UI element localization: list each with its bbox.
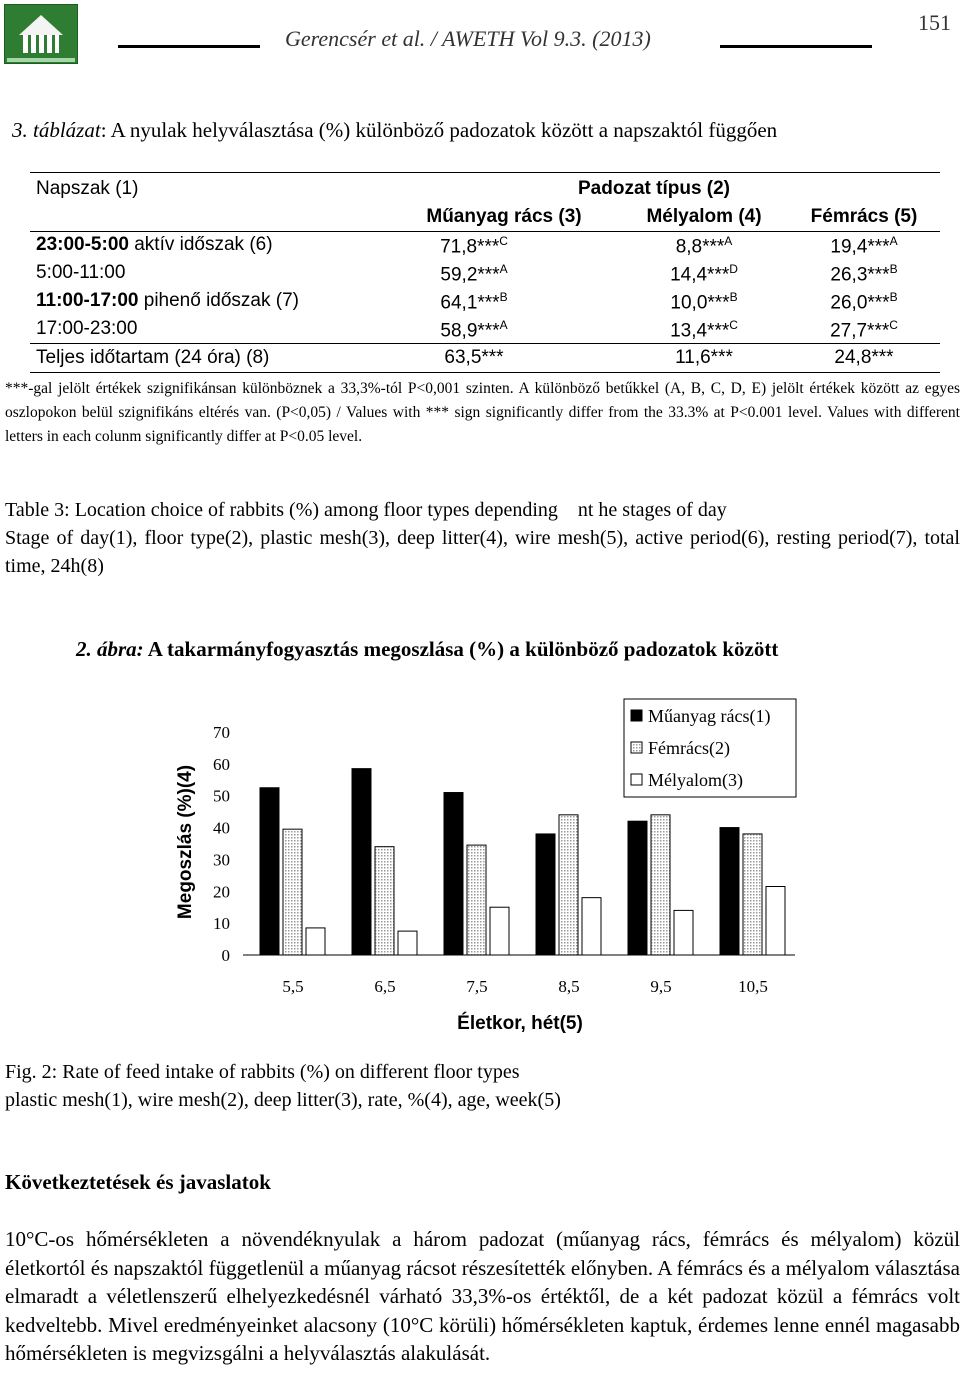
total-label: Teljes időtartam (24 óra) (8) (36, 347, 270, 368)
bar-deep-litter-1 (398, 931, 417, 955)
table-row-stage (36, 290, 299, 312)
cell-number: 10,0*** (670, 292, 730, 314)
col-stage-header: Napszak (1) (36, 178, 139, 199)
cell-significance-letter: C (499, 234, 508, 248)
stage-label: aktív időszak (6) (128, 234, 273, 255)
table-title (12, 118, 777, 143)
y-tick-label: 0 (221, 946, 230, 965)
table-cell-value (384, 318, 564, 342)
bar-wire-mesh-1 (375, 847, 394, 955)
stage-time: 5:00-11:00 (36, 262, 126, 283)
table-row-stage (36, 262, 125, 284)
bar-wire-mesh-2 (467, 845, 486, 955)
bar-plastic-mesh-5 (720, 828, 739, 955)
table-title-text: : A nyulak helyválasztása (%) különböző padozatok között a napszaktól függően (100, 118, 778, 142)
total-plastic: 63,5*** (444, 347, 504, 368)
cell-number: 71,8*** (440, 236, 500, 258)
cell-number: 19,4*** (830, 236, 890, 258)
bar-deep-litter-5 (766, 887, 785, 955)
cell-number: 27,7*** (830, 320, 890, 342)
figure-title (76, 637, 778, 662)
table-title-label: 3. táblázat (12, 118, 101, 142)
cell-significance-letter: D (729, 262, 738, 276)
x-tick-label: 8,5 (558, 977, 580, 996)
legend-swatch-plastic (631, 710, 642, 721)
conclusions-heading: Következtetések és javaslatok (5, 1170, 271, 1194)
y-tick-label: 50 (213, 786, 230, 806)
y-tick-label: 30 (213, 850, 230, 870)
table-cell-value (384, 290, 564, 314)
table-bottom-rule (30, 372, 940, 373)
table-cell-value (774, 234, 954, 258)
table-en-caption: Table 3: Location choice of rabbits (%) among floor types depending nt he stages of day (5, 499, 727, 521)
cell-significance-letter: A (499, 262, 508, 276)
header-rule-right (720, 45, 872, 48)
cell-significance-letter: B (499, 290, 508, 304)
y-tick-label: 10 (213, 914, 230, 934)
table-top-rule (30, 172, 940, 173)
journal-citation: Gerencsér et al. / AWETH Vol 9.3. (2013) (285, 26, 651, 51)
cell-significance-letter: B (729, 290, 738, 304)
legend-label-wire: Fémrács(2) (648, 738, 730, 758)
legend-label-plastic: Műanyag rács(1) (648, 706, 771, 726)
cell-significance-letter: C (889, 318, 898, 332)
x-tick-label: 9,5 (650, 977, 672, 996)
cell-significance-letter: C (729, 318, 738, 332)
header-rule-left (118, 45, 260, 48)
bar-deep-litter-4 (674, 910, 693, 955)
y-tick-label: 60 (213, 754, 230, 774)
bar-plastic-mesh-3 (536, 834, 555, 955)
x-axis-ticks (282, 977, 768, 996)
x-tick-label: 5,5 (282, 977, 304, 996)
y-axis-ticks (213, 723, 230, 965)
table-cell-value (614, 262, 794, 286)
figure-legend-caption: plastic mesh(1), wire mesh(2), deep litter(3), rate, %(4), age, week(5) (5, 1089, 561, 1111)
table-cell-value (774, 262, 954, 286)
cell-number: 26,3*** (830, 264, 890, 286)
bar-wire-mesh-5 (743, 834, 762, 955)
table-footnote: ***-gal jelölt értékek szignifikánsan különböznek a 33,3%-tól P<0,001 szinten. A különböző betűkkel (A, B, C, D, E) jelölt értékek között az egyes oszlopokon belül szignifikáns eltérés van. (P<0,05) / Values with *** sign significantly differ from the 33.3% at P<0.001 level. Values with different letters in each colunm significantly differ at P<0.05 level. (5, 380, 960, 445)
y-tick-label: 70 (213, 723, 230, 742)
cell-number: 13,4*** (670, 320, 730, 342)
legend-swatch-wire (631, 742, 642, 753)
cell-significance-letter: B (889, 262, 898, 276)
bar-deep-litter-0 (306, 928, 325, 955)
y-tick-label: 20 (213, 882, 230, 902)
conclusions-text: 10°C-os hőmérsékleten a növendéknyulak a három padozat (műanyag rács, fémrács és mélyalom) közül életkortól és napszaktól függetlenül a műanyag rácsot részesítették előnyben. A fémrács és a mélyalom választása elmaradt a véletlenszerű elhelyezkedésnél várható 33,3%-os értéktől, de a két padozat közül a fémrács volt kedveltebb. Mivel eredményeinket alacsony (10°C körüli) hőmérsékleten kaptuk, érdemes lenne ennél magasabb hőmérsékleten is megvizsgálni a helyválasztás alakulását. (5, 1227, 960, 1365)
table-row-stage (36, 234, 273, 256)
stage-label: pihenő időszak (7) (138, 290, 300, 311)
cell-significance-letter: A (499, 318, 508, 332)
table-total-rule (30, 343, 940, 344)
cell-significance-letter: A (724, 234, 733, 248)
page-number: 151 (918, 10, 951, 35)
bar-plastic-mesh-0 (260, 788, 279, 955)
bar-wire-mesh-4 (651, 815, 670, 955)
col-group-header: Padozat típus (2) (578, 178, 731, 199)
cell-significance-letter: B (889, 290, 898, 304)
legend-swatch-deep-litter (631, 774, 642, 785)
figure-caption: Fig. 2: Rate of feed intake of rabbits (%) on different floor types (5, 1061, 520, 1083)
legend-label-deep-litter: Mélyalom(3) (648, 770, 743, 790)
x-tick-label: 6,5 (374, 977, 396, 996)
table-header-rule (30, 231, 940, 232)
cell-number: 59,2*** (440, 264, 500, 286)
bar-wire-mesh-0 (283, 829, 302, 955)
cell-number: 26,0*** (830, 292, 890, 314)
figure-title-label: 2. ábra: (76, 637, 144, 661)
x-tick-label: 7,5 (466, 977, 488, 996)
cell-significance-letter: A (889, 234, 898, 248)
table-cell-value (614, 234, 794, 258)
figure-title-text: A takarmányfogyasztás megoszlása (%) a különböző padozatok között (143, 637, 779, 661)
stage-time: 11:00-17:00 (36, 290, 139, 311)
y-tick-label: 40 (213, 818, 230, 838)
table-cell-value (614, 318, 794, 342)
table-cell-value (774, 290, 954, 314)
feed-intake-bar-chart (150, 690, 820, 1040)
total-deep-litter: 11,6*** (675, 347, 733, 368)
cell-number: 8,8*** (675, 236, 725, 258)
bar-deep-litter-3 (582, 898, 601, 955)
bar-deep-litter-2 (490, 907, 509, 955)
chart-legend (624, 699, 796, 797)
col-header-plastic: Műanyag rács (3) (426, 206, 582, 227)
bar-plastic-mesh-2 (444, 793, 463, 955)
aweth-logo-icon (4, 4, 78, 64)
x-axis-label: Életkor, hét(5) (457, 1013, 583, 1034)
table-cell-value (614, 290, 794, 314)
x-tick-label: 10,5 (738, 977, 768, 996)
total-wire-mesh: 24,8*** (834, 347, 894, 368)
table-cell-value (774, 318, 954, 342)
col-header-wire-mesh: Fémrács (5) (810, 206, 918, 227)
stage-time: 17:00-23:00 (36, 318, 138, 339)
cell-number: 58,9*** (440, 320, 500, 342)
bar-plastic-mesh-4 (628, 821, 647, 955)
table-cell-value (384, 262, 564, 286)
y-axis-label: Megoszlás (%)(4) (175, 764, 196, 920)
table-row-stage (36, 318, 137, 340)
cell-number: 14,4*** (670, 264, 730, 286)
bar-wire-mesh-3 (559, 815, 578, 955)
stage-time: 23:00-5:00 (36, 234, 129, 255)
table-en-legend: Stage of day(1), floor type(2), plastic mesh(3), deep litter(4), wire mesh(5), active period(6), resting period(7), total time, 24h(8) (5, 527, 960, 577)
bar-plastic-mesh-1 (352, 769, 371, 955)
table-cell-value (384, 234, 564, 258)
cell-number: 64,1*** (440, 292, 500, 314)
col-header-deep-litter: Mélyalom (4) (646, 206, 762, 227)
